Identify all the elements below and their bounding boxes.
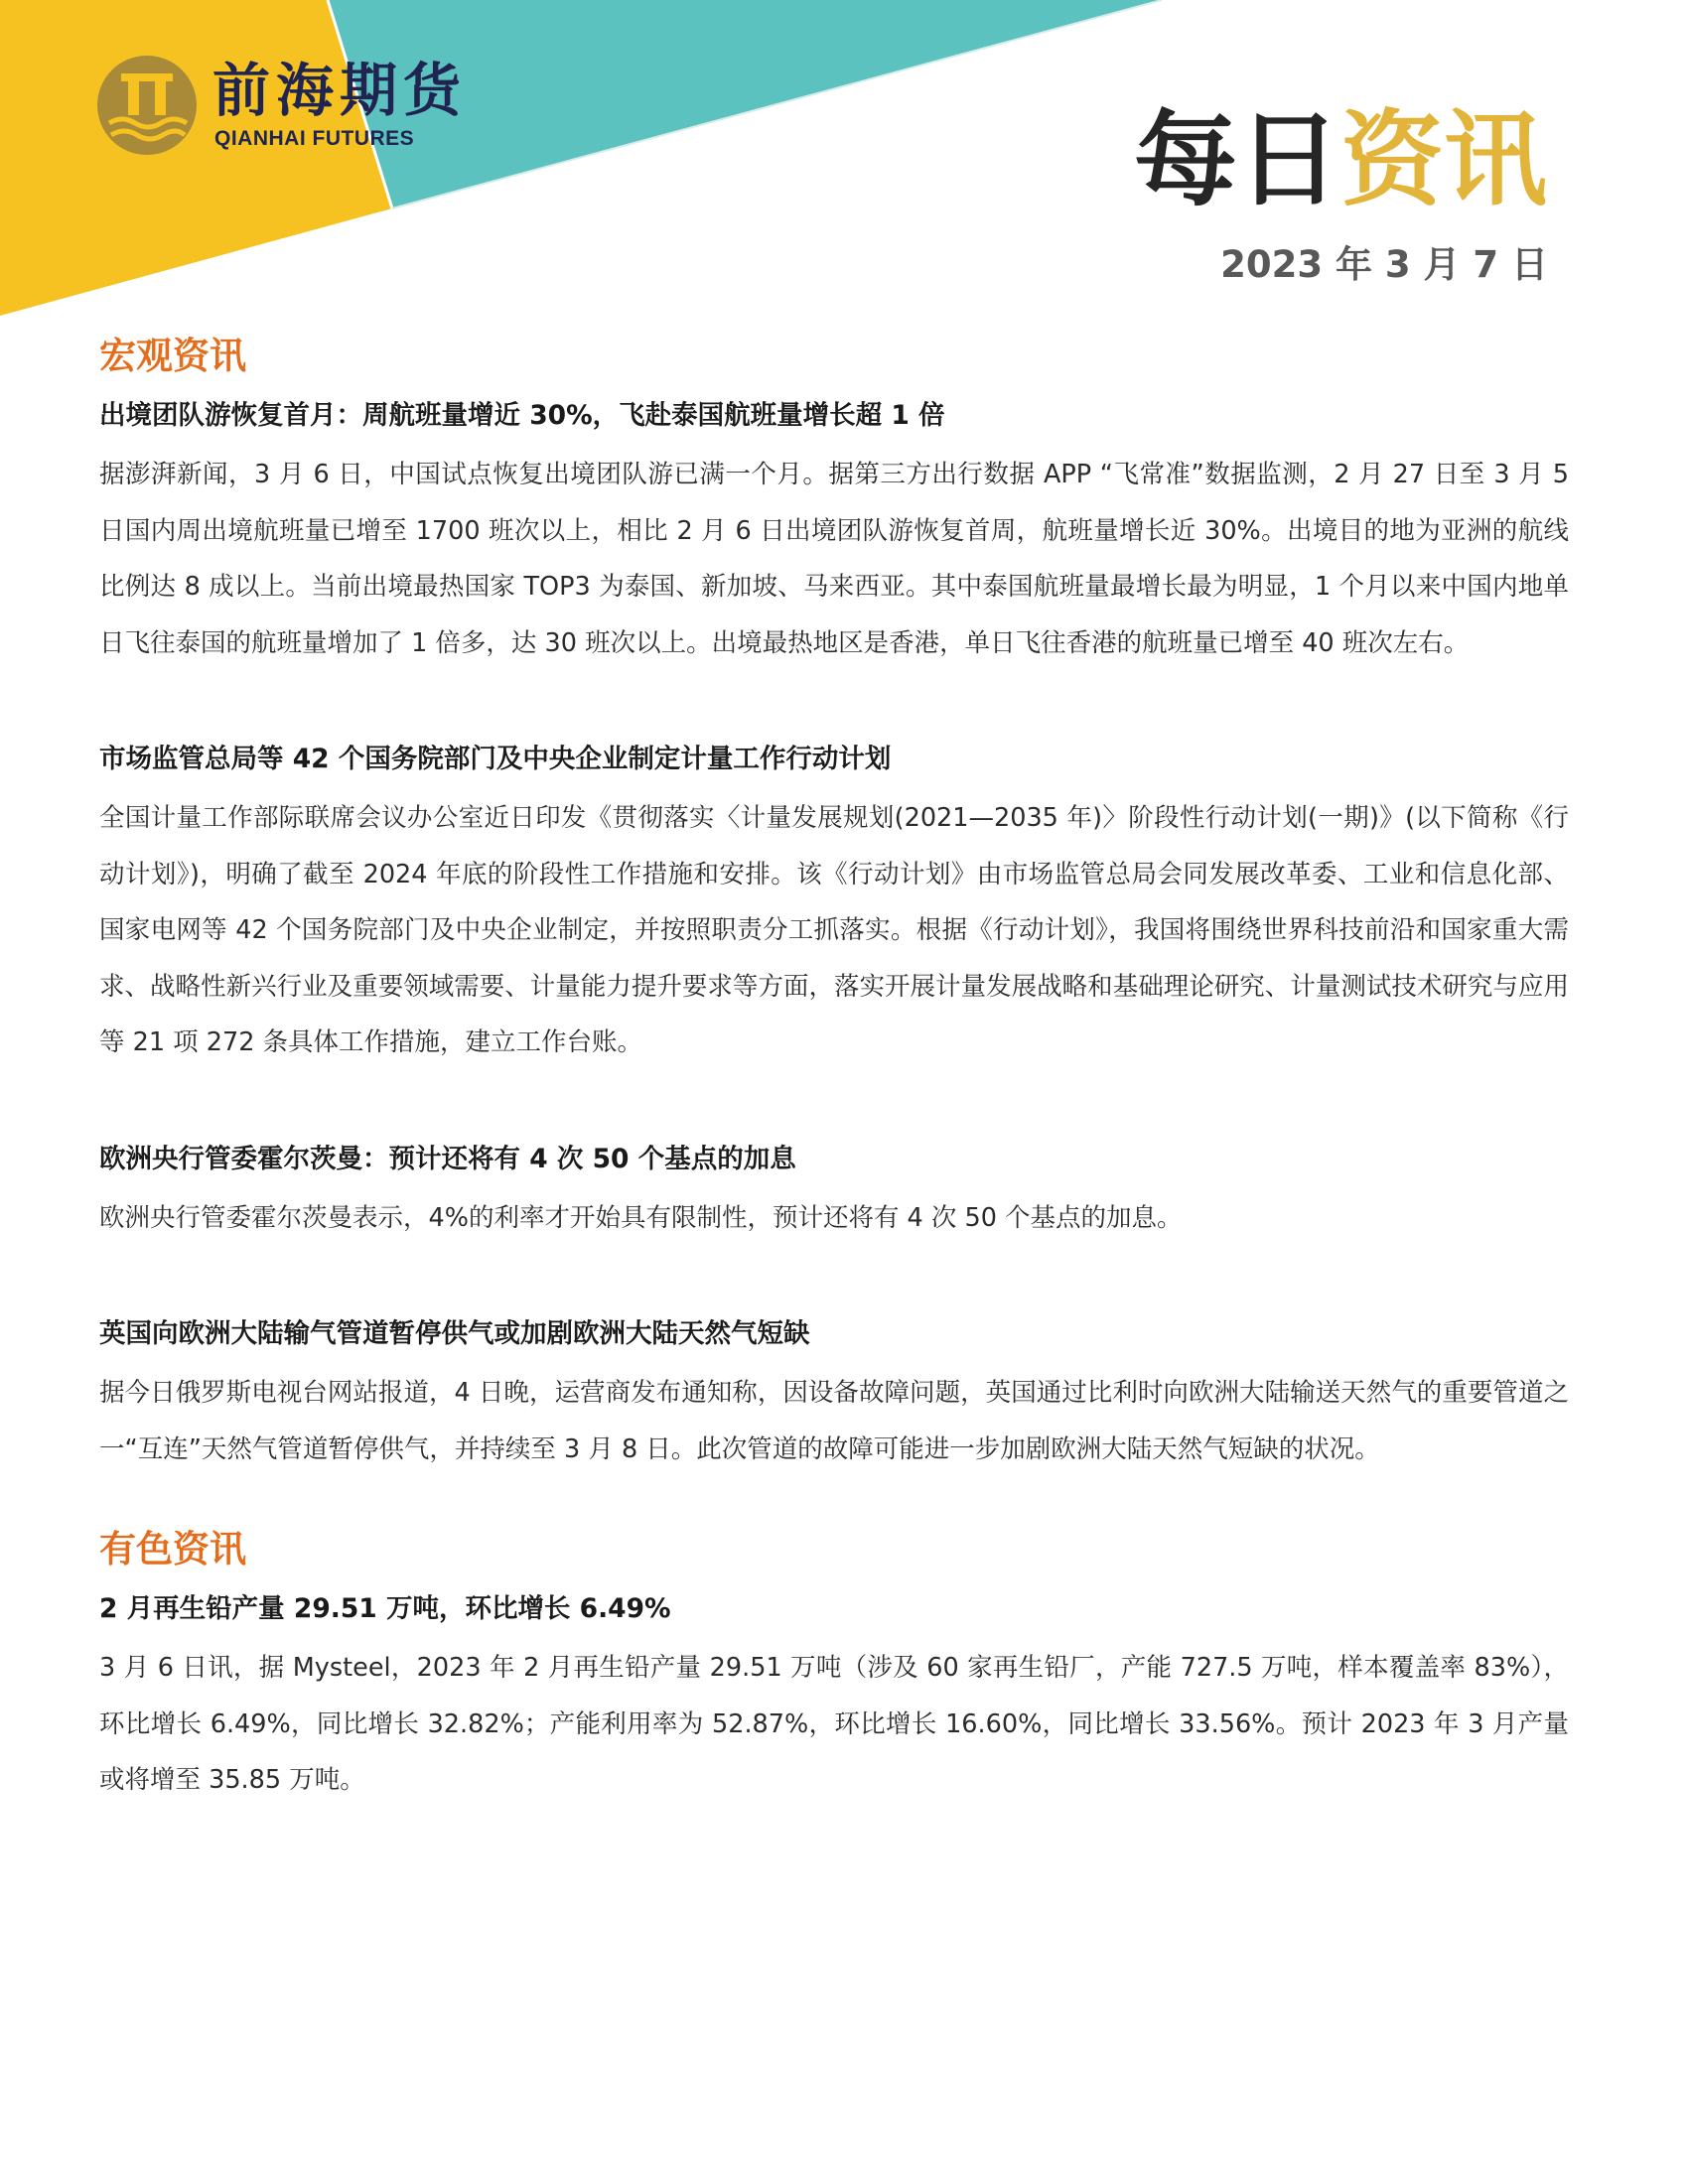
section-title: 宏观资讯 [99, 335, 246, 377]
section-nonferrous [99, 1523, 1569, 1809]
logo-chinese-name: 前海期货 [212, 57, 468, 124]
article-headline: 出境团队游恢复首月：周航班量增近 30%，飞赴泰国航班量增长超 1 倍 [99, 400, 945, 431]
article-body: 欧洲央行管委霍尔茨曼表示，4%的利率才开始具有限制性，预计还将有 4 次 50 个基点的加息。 [99, 1202, 1183, 1233]
article [99, 1311, 1569, 1477]
article-headline: 2 月再生铅产量 29.51 万吨，环比增长 6.49% [99, 1593, 671, 1624]
article-body: 全国计量工作部际联席会议办公室近日印发《贯彻落实〈计量发展规划(2021—2035 年)〉阶段性行动计划(一期)》(以下简称《行动计划》)，明确了截至 2024 年底的阶段性工作措施和安排。该《行动计划》由市场监管总局会同发展改革委、工业和信息化部、国家电网等 42 个国务院部门及中央企业制定，并按照职责分工抓落实。根据《行动计划》，我国将围绕世界科技前沿和国家重大需求、战略性新兴行业及重要领域需要、计量能力提升要求等方面，落实开展计量发展战略和基础理论研究、计量测试技术研究与应用等 21 项 272 条具体工作措施，建立工作台账。 [99, 803, 1569, 1057]
article-body: 据澎湃新闻，3 月 6 日，中国试点恢复出境团队游已满一个月。据第三方出行数据 APP “飞常准”数据监测，2 月 27 日至 3 月 5 日国内周出境航班量已增至 1700 班次以上，相比 2 月 6 日出境团队游恢复首周，航班量增长近 30%。出境目的地为亚洲的航线比例达 8 成以上。当前出境最热国家 TOP3 为泰国、新加坡、马来西亚。其中泰国航班量最增长最为明显，1 个月以来中国内地单日飞往泰国的航班量增加了 1 倍多，达 30 班次以上。出境最热地区是香港，单日飞往香港的航班量已增至 40 班次左右。 [99, 460, 1569, 658]
article-headline: 欧洲央行管委霍尔茨曼：预计还将有 4 次 50 个基点的加息 [99, 1143, 796, 1174]
article-body: 3 月 6 日讯，据 Mysteel，2023 年 2 月再生铅产量 29.51 万吨（涉及 60 家再生铅厂，产能 727.5 万吨，样本覆盖率 83%），环比增长 6.49%，同比增长 32.82%；产能利用率为 52.87%，环比增长 16.60%，同比增长 33.56%。预计 2023 年 3 月产量或将增至 35.85 万吨。 [99, 1653, 1569, 1795]
article-headline: 市场监管总局等 42 个国务院部门及中央企业制定计量工作行动计划 [99, 744, 892, 774]
logo-english-name: QIANHAI FUTURES [214, 127, 415, 150]
article-body: 据今日俄罗斯电视台网站报道，4 日晚，运营商发布通知称，因设备故障问题，英国通过比利时向欧洲大陆输送天然气的重要管道之一“互连”天然气管道暂停供气，并持续至 3 月 8 日。此次管道的故障可能进一步加剧欧洲大陆天然气短缺的状况。 [99, 1378, 1569, 1464]
article [99, 1137, 1569, 1247]
section-macro [99, 330, 1569, 1477]
section-title: 有色资讯 [99, 1528, 246, 1570]
page-title [1133, 99, 1547, 220]
page-title-part1: 每日 [1133, 99, 1340, 220]
gold-banner-stripe [0, 0, 392, 316]
article-headline: 英国向欧洲大陆输气管道暂停供气或加剧欧洲大陆天然气短缺 [99, 1318, 810, 1349]
news-content [99, 330, 1569, 1809]
article [99, 393, 1569, 671]
article [99, 737, 1569, 1071]
issue-date: 2023 年 3 月 7 日 [1220, 243, 1548, 286]
article [99, 1586, 1569, 1809]
page-title-part2: 资讯 [1339, 99, 1547, 220]
logo-icon [95, 54, 199, 157]
